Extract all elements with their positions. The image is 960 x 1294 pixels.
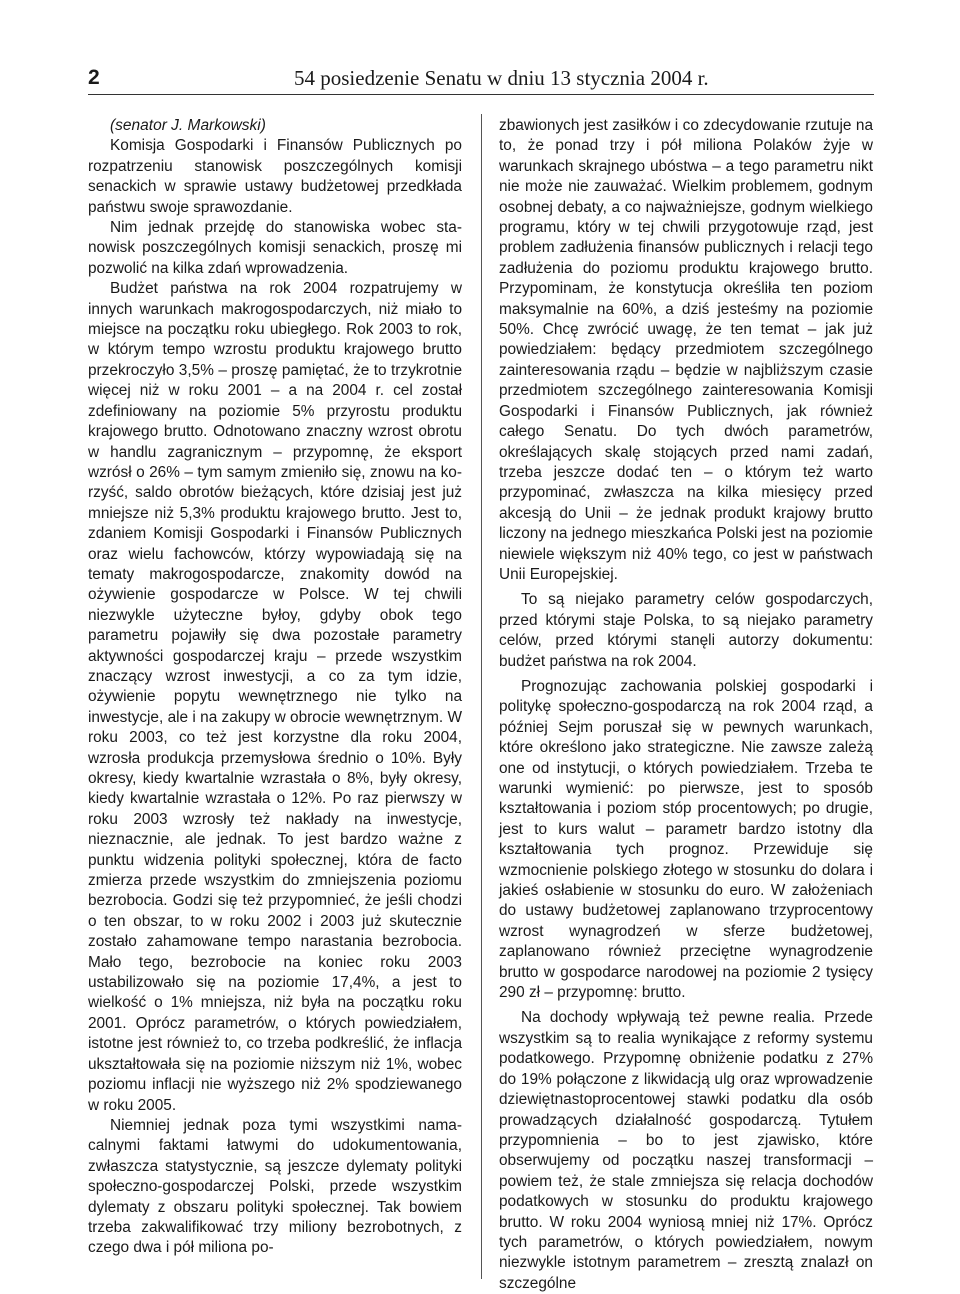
paragraph: Budżet państwa na rok 2004 rozpatrujemy w innych warunkach makrogospodarczych, niż miało to miejsce na początku roku ubiegłego. Rok 2003 to rok, w którym tempo wzrostu produktu krajowego brutto przekroczyło 3,5% – proszę pamiętać, że to trzykrotnie więcej niż w roku 2001 – a na 2004 r. cel został zdefiniowany na poziomie 5% przyrostu produktu krajowego brutto. Odnotowano znaczny wzrost obrotu w handlu zagranicznym – przypomnę, że eksport wzrósł o 26% – tym samym zmieniło się, znowu na korzyść, saldo obrotów bieżących, które dzisiaj jest już mniejsze niż 5,3% produktu krajowego brutto. Jest to, zdaniem Komisji Gospodarki i Finansów Publicznych oraz wielu fachowców, którzy wypowiadają się na tematy makrogospodarcze, znakomity dowód na ożywienie gospodarcze w Polsce. W tej chwili niezwykle użyteczne byłoy, gdyby obok tego parametru pojawiły się dwa pozostałe parametry aktywności gospodarczej kraju – przede wszystkim znaczący wzrost inwestycji, a co za tym idzie, ożywienie popytu wewnętrznego nie tylko na inwestycje, ale i na zakupy w obrocie wewnętrznym. W roku 2003, co też jest korzystne dla roku 2004, wzrosła produkcja przemysłowa średnio o 10%. Były okresy, kiedy kwartalnie wzrastała o 8%, były okresy, kiedy kwartalnie wzrastała o 12%. Po raz pierwszy w roku 2003 wzrosły też nakłady na inwestycje, nieznacznie, ale jednak. To jest bardzo ważne z punktu widzenia polityki społecznej, która de facto zmierza przede wszystkim do zmniejszenia poziomu bezrobocia. Godzi się też przypomnieć, że jeśli chodzi o ten obszar, to w roku 2002 i 2003 już skutecznie zostało zahamowane tempo narastania bezrobocia. Mało tego, bezrobocie na koniec roku 2003 ustabilizowało się na poziomie 17,4%, a jest to wielkość o 1% mniejsza, niż była na początku roku 2001. Oprócz parametrów, o których powiedziałem, istotne jest również to, co trzeba podkreślić, że inflacja ukształtowała się na poziomie niższym niż 1%, wobec poziomu inflacji nie wyższego niż 2% spodziewanego w roku 2005.	[88, 280, 462, 1114]
paragraph: Komisja Gospodarki i Finansów Publicznych po rozpatrzeniu stanowisk poszczególnych komisji senackich w sprawie ustawy budżetowej przedkłada państwu swoje sprawozdanie.	[88, 137, 462, 216]
running-title: 54 posiedzenie Senatu w dniu 13 stycznia 2004 r.	[294, 66, 709, 90]
running-header	[88, 64, 874, 95]
page-number: 2	[88, 66, 100, 89]
right-column	[499, 116, 873, 1294]
speaker-attribution: (senator J. Markowski)	[110, 117, 266, 134]
paragraph-continuation: zbawionych jest zasiłków i co zdecydowanie rzutuje na to, że ponad trzy i pół miliona Polaków żyje w warunkach skrajnego ubóstwa – a tego parametru nikt nie może nie zauważać. Wielkim problemem, godnym osobnej debaty, a co najważniejsze, godnym wielkiego programu, który w tej chwili przygotowuje rząd, jest problem zadłużenia finansów publicznych i relacji tego zadłużenia do poziomu produktu krajowego brutto. Przypominam, że konstytucja określiła ten poziom maksymalnie na 60%, a dziś jesteśmy na poziomie 50%. Chcę zwrócić uwagę, że ten temat – jak już powiedziałem: będący przedmiotem szczególnego zainteresowania rządu – będzie w najbliższym czasie przedmiotem szczególnego zainteresowania Komisji Gospodarki i Finansów Publicznych, jak również całego Senatu. Do tych dwóch parametrów, określających skalę stojących przed nami zadań, trzeba jeszcze dodać ten – o którym też warto przypominać, zwłaszcza na kilka miesięcy przed akcesją do Unii – że jednak produkt krajowy brutto liczony na jednego mieszkańca Polski jest na poziomie niewiele większym niż 40% tego, co jest w państwach Unii Europejskiej.	[499, 117, 873, 583]
paragraph: Niemniej jednak poza tymi wszystkimi namacalnymi faktami łatwymi do udokumentowania, zwłaszcza statystycznie, są jeszcze dylematy polityki społeczno-gospodarczej Polski, przede wszystkim dylematy z obszaru polityki społecznej. Tak bowiem trzeba zakwalifikować trzy miliony bezrobotnych, z czego dwa i pół miliona po-	[88, 1116, 462, 1257]
paragraph: To są niejako parametry celów gospodarczych, przed którymi staje Polska, to są niejako parametry celów, przed którymi stanęli autorzy dokumentu: budżet państwa na rok 2004.	[499, 591, 873, 670]
paragraph: Nim jednak przejdę do stanowiska wobec stanowisk poszczególnych komisji senackich, proszę mi pozwolić na kilka zdań wprowadzenia.	[88, 219, 462, 277]
left-column	[88, 116, 462, 1259]
column-divider	[481, 114, 482, 1279]
paragraph: Na dochody wpływają też pewne realia. Przede wszystkim są to realia wynikające z reformy systemu podatkowego. Przypomnę obniżenie podatku z 27% do 19% połączone z likwidacją ulg oraz wprowadzenie dziewiętnastoprocentowej stawki podatku dla osób prowadzących działalność gospodarczą. Tytułem przypomnienia – bo to jest zjawisko, które obserwujemy od początku naszej transformacji – powiem też, że stale zmniejsza się relacja dochodów podatkowych w stosunku do produktu krajowego brutto. W roku 2004 wyniosą mniej niż 17%. Oprócz tych parametrów, o których powiedziałem, nowym niezwykle istotnym parametrem – zresztą znalazł on szczególne	[499, 1009, 873, 1292]
paragraph: Prognozując zachowania polskiej gospodarki i politykę społeczno-gospodarczą na rok 2004 rząd, a później Sejm poruszał się w pewnych warunkach, które określono jako strategiczne. Nie zawsze zależą one od instytucji, o których powiedziałem. Trzeba te warunki wymienić: po pierwsze, jest to sposób kształtowania i poziom stóp procentowych; po drugie, jest to kurs walut – parametr bardzo istotny dla kształtowania tych prognoz. Przewiduje się wzmocnienie polskiego złotego w stosunku do dolara i jakieś osłabienie w stosunku do euro. W założeniach do ustawy budżetowej zaplanowano trzyprocentowy wzrost wynagrodzeń w sferze budżetowej, zaplanowano również przeciętne wynagrodzenie brutto w gospodarce narodowej na poziomie 2 tysięcy 290 zł – przypomnę: brutto.	[499, 677, 873, 1002]
